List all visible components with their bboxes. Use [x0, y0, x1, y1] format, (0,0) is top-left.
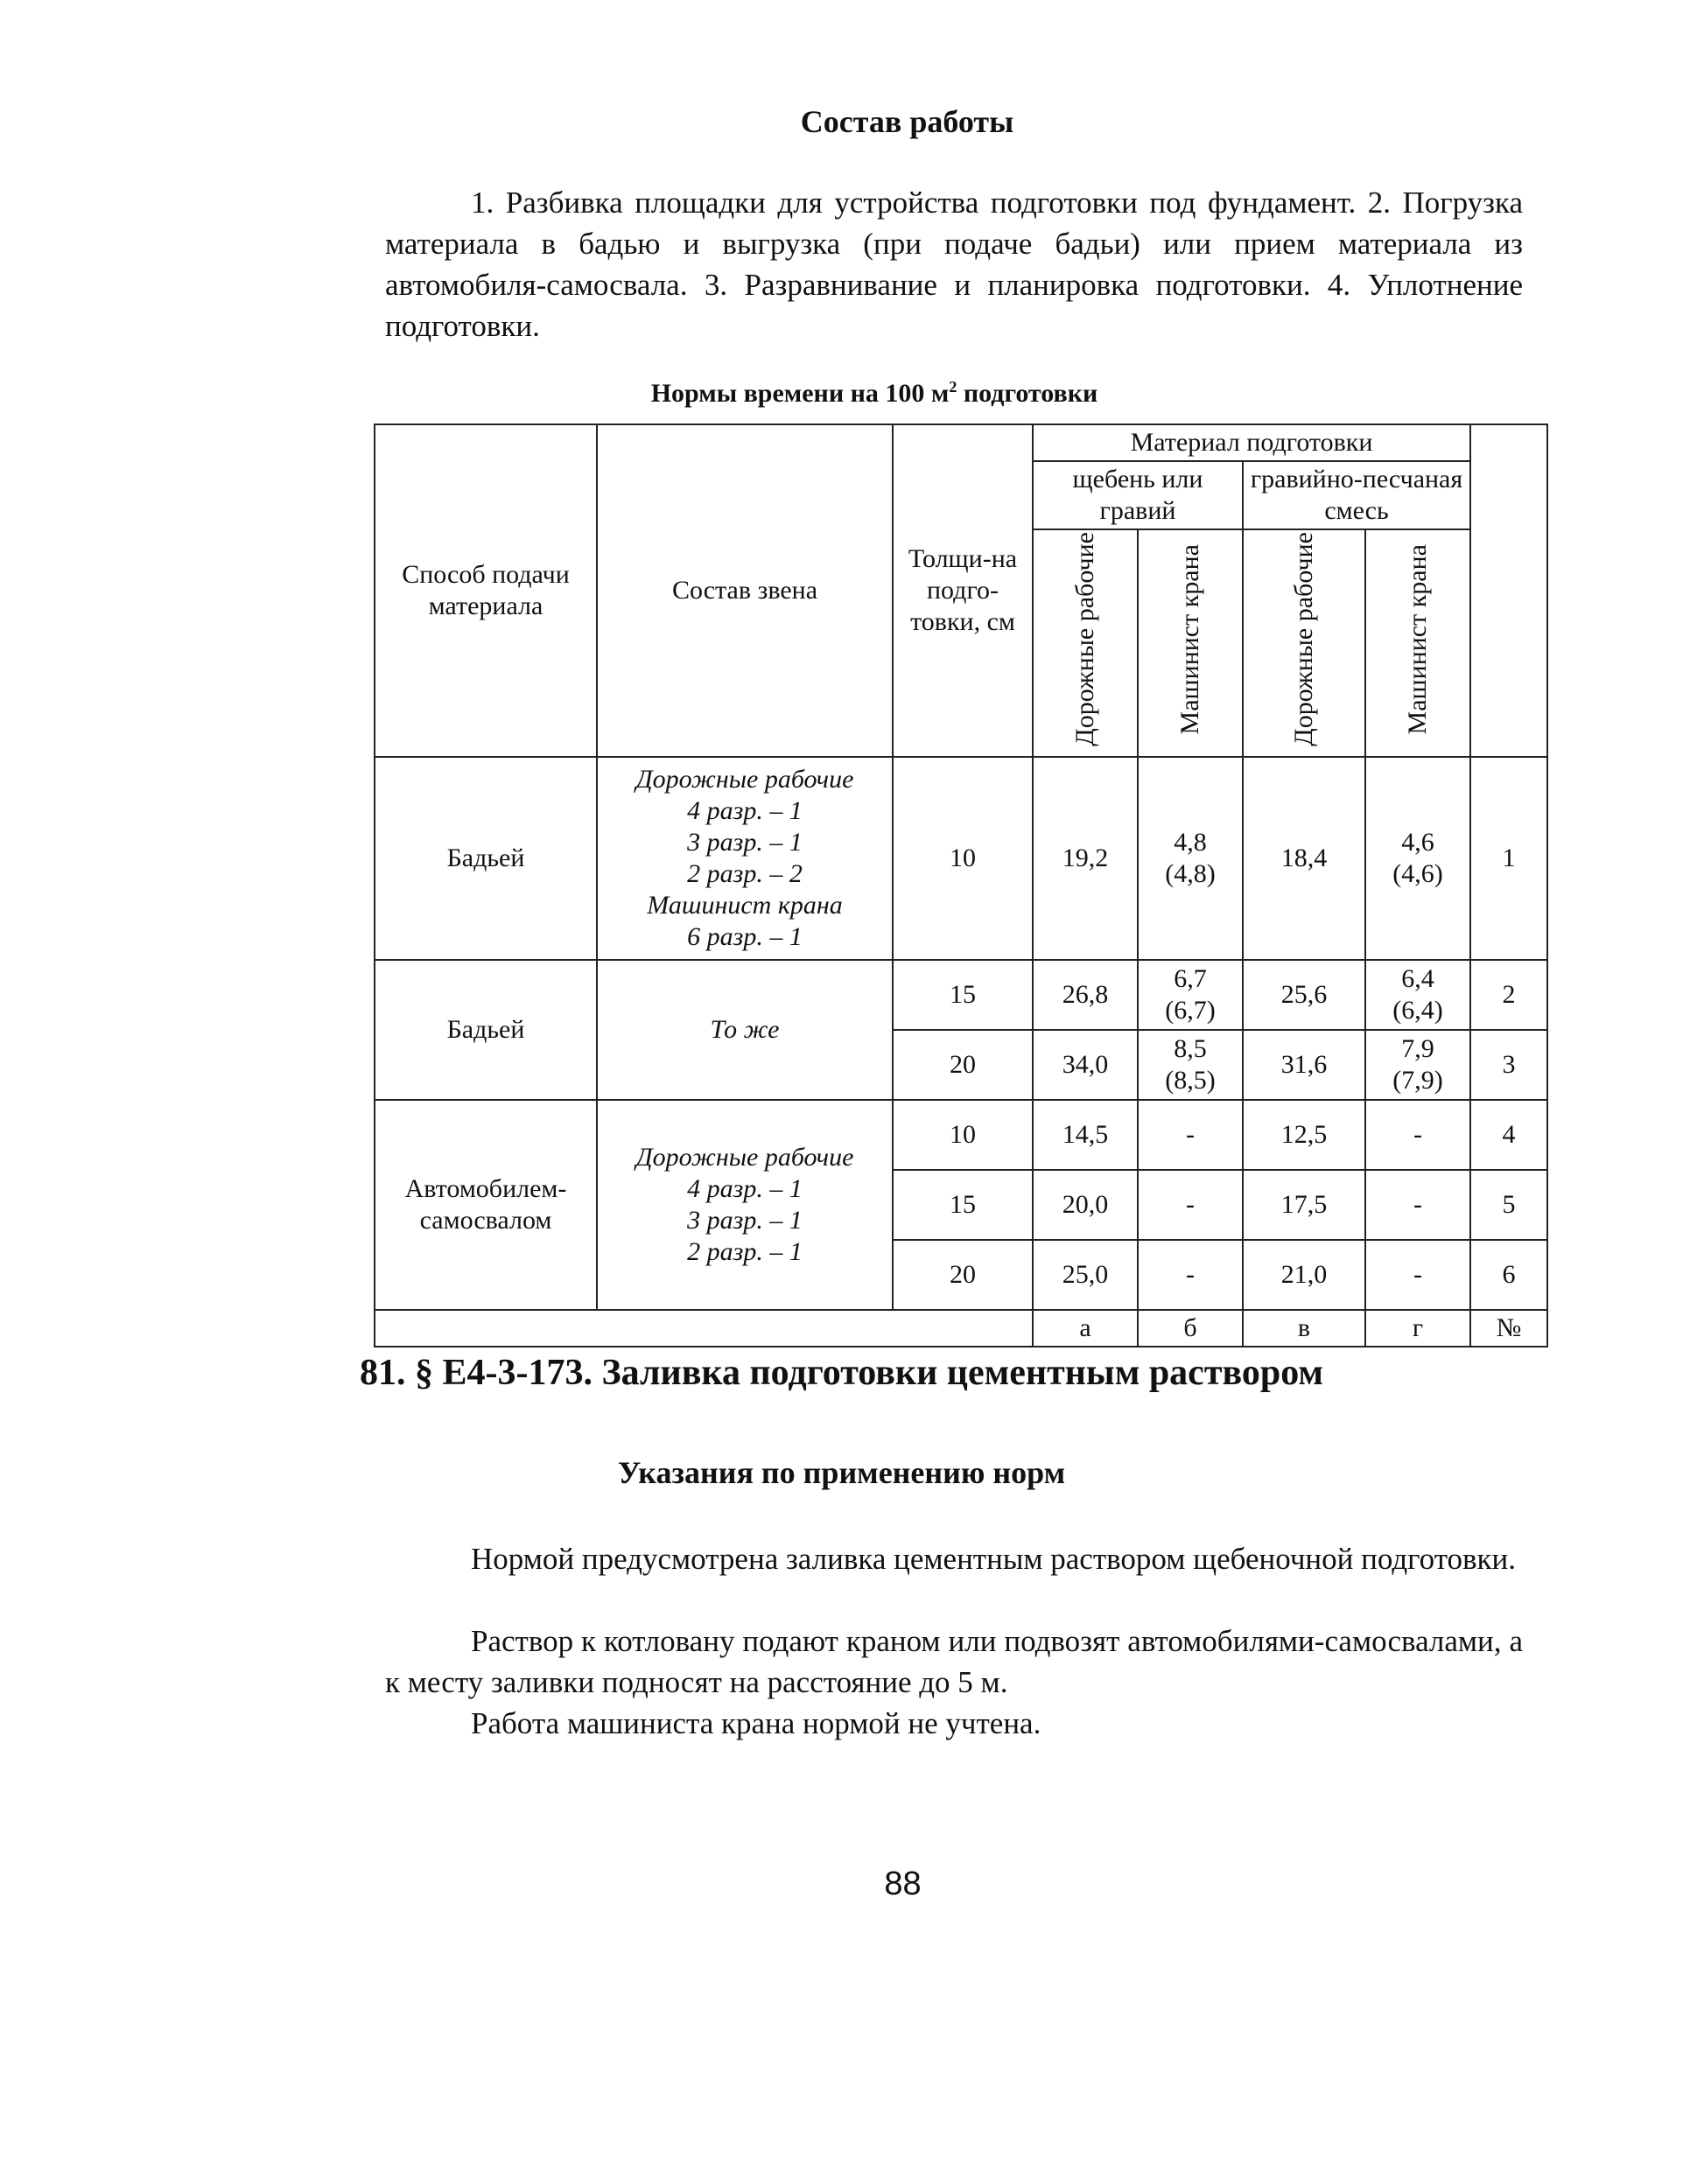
header-crew: Состав звена [597, 424, 893, 757]
value-b: 6,7 (6,7) [1138, 960, 1243, 1030]
value-a: 26,8 [1033, 960, 1138, 1030]
row-number: 4 [1470, 1100, 1547, 1170]
footer-a: а [1033, 1310, 1138, 1347]
guidance-paragraph-2: Раствор к котловану подают краном или подвозят автомобилями-самосвалами, а к месту заливки подносят на расстояние до 5 м. [385, 1624, 1523, 1699]
value-d: - [1365, 1100, 1470, 1170]
value-a: 34,0 [1033, 1030, 1138, 1100]
header-material: Материал подготовки [1033, 424, 1470, 461]
table-row [375, 960, 1547, 1030]
table-footer-row [375, 1310, 1547, 1347]
table-header-row-1 [375, 424, 1547, 461]
row-number: 6 [1470, 1240, 1547, 1310]
thickness-cell: 20 [893, 1240, 1033, 1310]
footer-c: в [1243, 1310, 1365, 1347]
header-road-workers-c: Дорожные рабочие [1243, 529, 1365, 757]
header-number-blank [1470, 424, 1547, 757]
header-gravel: щебень или гравий [1033, 461, 1243, 529]
value-d: - [1365, 1240, 1470, 1310]
section-title: 81. § Е4-3-173. Заливка подготовки цементным раствором [359, 1353, 1324, 1393]
thickness-cell: 10 [893, 1100, 1033, 1170]
value-c: 25,6 [1243, 960, 1365, 1030]
header-road-workers-a: Дорожные рабочие [1033, 529, 1138, 757]
value-b: 4,8 (4,8) [1138, 757, 1243, 960]
page-number: 88 [884, 1866, 922, 1902]
footer-b: б [1138, 1310, 1243, 1347]
guidance-paragraph-3: Работа машиниста крана нормой не учтена. [471, 1706, 1041, 1740]
value-a: 25,0 [1033, 1240, 1138, 1310]
work-composition-title: Состав работы [800, 104, 1014, 139]
value-c: 12,5 [1243, 1100, 1365, 1170]
thickness-cell: 10 [893, 757, 1033, 960]
value-a: 19,2 [1033, 757, 1138, 960]
value-d: 4,6 (4,6) [1365, 757, 1470, 960]
row-number: 1 [1470, 757, 1547, 960]
work-composition-text: 1. Разбивка площадки для устройства подготовки под фундамент. 2. Погрузка материала в бадью и выгрузка (при подаче бадьи) или прием материала из автомобиля-самосвала. 3. Разравнивание и планировка подготовки. 4. Уплотнение подготовки. [385, 186, 1523, 343]
header-crane-d: Машинист крана [1365, 529, 1470, 757]
footer-blank [375, 1310, 1033, 1347]
value-c: 21,0 [1243, 1240, 1365, 1310]
header-sand: гравийно-песчаная смесь [1243, 461, 1470, 529]
thickness-cell: 15 [893, 1170, 1033, 1240]
header-crane-b: Машинист крана [1138, 529, 1243, 757]
method-cell: Автомобилем-самосвалом [375, 1100, 597, 1310]
value-a: 14,5 [1033, 1100, 1138, 1170]
footer-number: № [1470, 1310, 1547, 1347]
value-b: - [1138, 1240, 1243, 1310]
row-number: 2 [1470, 960, 1547, 1030]
table-row [375, 1100, 1547, 1170]
method-cell: Бадьей [375, 960, 597, 1100]
value-c: 31,6 [1243, 1030, 1365, 1100]
method-cell: Бадьей [375, 757, 597, 960]
value-d: 6,4 (6,4) [1365, 960, 1470, 1030]
value-b: - [1138, 1170, 1243, 1240]
crew-cell: Дорожные рабочие 4 разр. – 1 3 разр. – 1 2 разр. – 1 [597, 1100, 893, 1310]
norms-table [374, 424, 1548, 1348]
table-title: Нормы времени на 100 $м^2$ подготовки [650, 378, 1098, 408]
value-b: 8,5 (8,5) [1138, 1030, 1243, 1100]
value-d: 7,9 (7,9) [1365, 1030, 1470, 1100]
row-number: 3 [1470, 1030, 1547, 1100]
row-number: 5 [1470, 1170, 1547, 1240]
crew-cell: Дорожные рабочие 4 разр. – 1 3 разр. – 1 2 разр. – 2 Машинист крана 6 разр. – 1 [597, 757, 893, 960]
value-c: 17,5 [1243, 1170, 1365, 1240]
value-d: - [1365, 1170, 1470, 1240]
value-a: 20,0 [1033, 1170, 1138, 1240]
thickness-cell: 20 [893, 1030, 1033, 1100]
footer-d: г [1365, 1310, 1470, 1347]
value-c: 18,4 [1243, 757, 1365, 960]
guidance-paragraph-1: Нормой предусмотрена заливка цементным раствором щебеночной подготовки. [471, 1542, 1517, 1576]
header-method: Способ подачи материала [375, 424, 597, 757]
value-b: - [1138, 1100, 1243, 1170]
header-thickness: Толщи-на подго-товки, см [893, 424, 1033, 757]
thickness-cell: 15 [893, 960, 1033, 1030]
guidance-title: Указания по применению норм [617, 1455, 1066, 1490]
table-row [375, 757, 1547, 960]
crew-cell: То же [597, 960, 893, 1100]
